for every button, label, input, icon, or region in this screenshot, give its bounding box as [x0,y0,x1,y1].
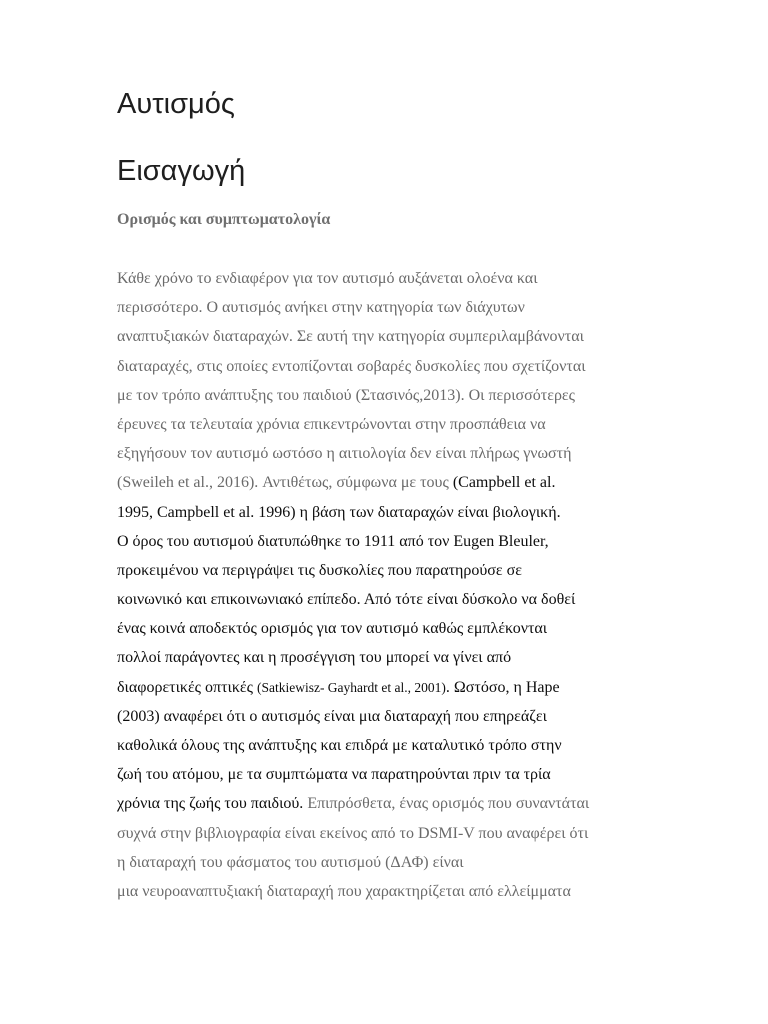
text-run: καθολικά όλους της ανάπτυξης και επιδρά με καταλυτικό τρόπο στην [117,737,562,754]
document-title: Αυτισμός [117,88,235,120]
text-run: ένας κοινά αποδεκτός ορισμός για τον αυτισμό καθώς εμπλέκονται [117,620,548,638]
text-line [117,439,589,468]
text-line [117,498,589,527]
text-line [117,352,589,381]
text-run: συχνά στην βιβλιογραφία είναι εκείνος από το DSMI-V που αναφέρει ότι [117,824,589,842]
text-line [117,614,589,643]
text-line [117,410,589,439]
text-line [117,527,589,556]
text-line [117,702,589,731]
subsection-heading: Ορισμός και συμπτωματολογία [117,211,331,228]
text-line [117,877,589,906]
text-line [117,556,589,585]
text-run: πολλοί παράγοντες και η προσέγγιση του μπορεί να γίνει από [117,649,512,667]
text-line [117,789,589,818]
text-run: μια νευροαναπτυξιακή διαταραχή που χαρακτηρίζεται από ελλείμματα [117,882,571,900]
text-run: κοινωνικό και επικοινωνιακό επίπεδο. Από τότε είναι δύσκολο να δοθεί [117,591,576,609]
text-run: έρευνες τα τελευταία χρόνια επικεντρώνονται στην προσπάθεια να [117,415,546,433]
text-line [117,731,589,760]
text-run: ζωή του ατόμου, με τα συμπτώματα να παρατηρούνται πριν τα τρία [117,766,551,784]
text-run: 1995, Campbell et al. 1996) η βάση των διαταραχών είναι βιολογική. [117,503,561,521]
text-line [117,819,589,848]
text-line [117,264,589,293]
text-line [117,848,589,877]
text-line [117,293,589,322]
text-run: (Campbell et al. [452,474,556,492]
text-line [117,381,589,410]
text-run: περισσότερο. Ο αυτισμός ανήκει στην κατηγορία των διάχυτων [117,299,525,317]
text-run: Επιπρόσθετα, ένας ορισμός που συναντάται [307,795,590,813]
text-run: η διαταραχή του φάσματος του αυτισμού (ΔΑΦ) είναι [117,853,464,871]
text-line [117,643,589,672]
text-run: προκειμένου να περιγράψει τις δυσκολίες που παρατηρούσε σε [117,561,522,579]
text-run: χρόνια της ζωής του παιδιού. [117,795,308,813]
text-run: (Satkiewisz- Gayhardt et al., 2001) [256,679,446,695]
text-run: με τον τρόπο ανάπτυξης του παιδιού (Στασινός,2013). Οι περισσότερες [117,386,575,404]
text-line [117,468,589,497]
section-title: Εισαγωγή [117,155,246,187]
text-run: διαφορετικές οπτικές [117,678,257,696]
text-line [117,673,589,702]
text-run: Ο όρος του αυτισμού διατυπώθηκε το 1911 από τον Eugen Bleuler, [117,532,549,550]
text-run: Κάθε χρόνο το ενδιαφέρον για τον αυτισμό αυξάνεται ολοένα και [117,270,538,287]
text-run: (2003) αναφέρει ότι ο αυτισμός είναι μια διαταραχή που επηρεάζει [117,707,547,725]
text-run: . Ωστόσο, η Hape [445,678,560,696]
text-line [117,585,589,614]
text-run: διαταραχές, στις οποίες εντοπίζονται σοβαρές δυσκολίες που σχετίζονται [117,357,586,375]
text-run: εξηγήσουν τον αυτισμό ωστόσο η αιτιολογία δεν είναι πλήρως γνωστή [117,445,572,463]
text-run: αναπτυξιακών διαταραχών. Σε αυτή την κατηγορία συμπεριλαμβάνονται [117,328,584,346]
body-paragraph [117,264,589,906]
text-line [117,322,589,351]
text-run: (Sweileh et al., 2016). Αντιθέτως, σύμφωνα με τους [117,474,453,492]
text-line [117,760,589,789]
